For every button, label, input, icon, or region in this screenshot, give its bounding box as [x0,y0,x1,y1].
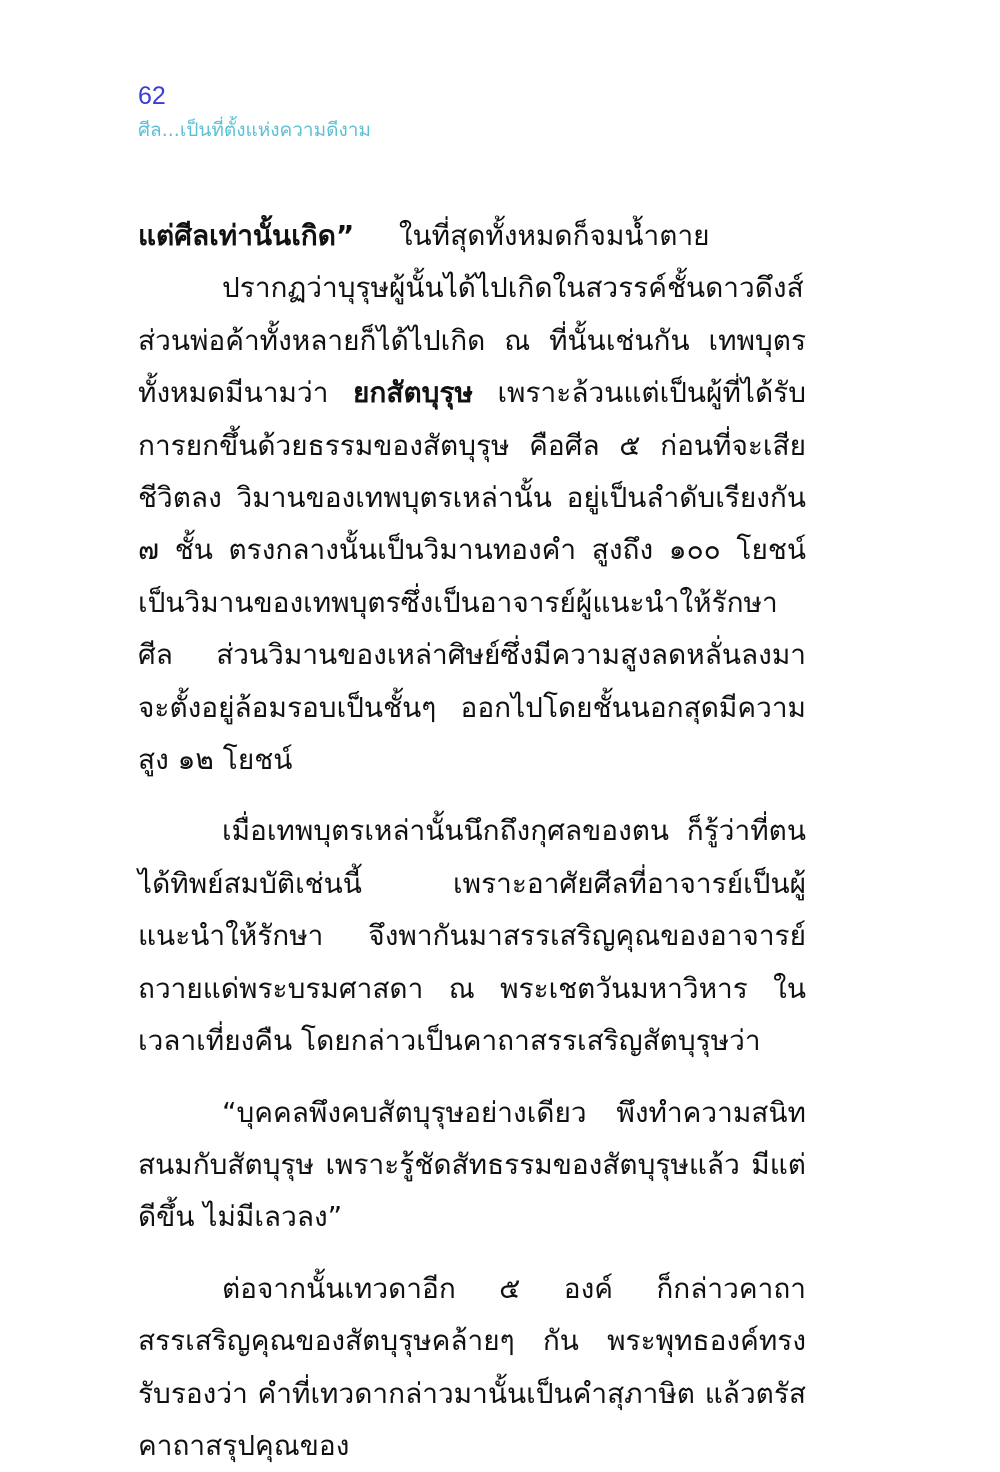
paragraph-verse-quote: “บุคคลพึงคบสัตบุรุษอย่างเดียว พึงทำความสนิทสนมกับสัตบุรุษ เพราะรู้ชัดสัทธรรมของสัตบุรุษแล้ว มีแต่ดีขึ้น ไม่มีเลวลง” [138,1095,806,1234]
paragraph-text: เพราะล้วนแต่เป็นผู้ที่ได้รับการยกขึ้นด้วยธรรมของสัตบุรุษ คือศีล ๕ ก่อนที่จะเสียชีวิตลง วิมานของเทพบุตรเหล่านั้น อยู่เป็นลำดับเรียงกัน ๗ ชั้น ตรงกลางนั้นเป็นวิมานทองคำ สูงถึง ๑๐๐ โยชน์ เป็นวิมานของเทพบุตรซึ่งเป็นอาจารย์ผู้แนะนำให้รักษาศีล ส่วนวิมานของเหล่าศิษย์ซึ่งมีความสูงลดหลั่นลงมา จะตั้งอยู่ล้อมรอบเป็นชั้นๆ ออกไปโดยชั้นนอกสุดมีความสูง ๑๒ โยชน์ [138,376,806,777]
paragraph-praise: เมื่อเทพบุตรเหล่านั้นนึกถึงกุศลของตน ก็รู้ว่าที่ตนได้ทิพย์สมบัติเช่นนี้ เพราะอาศัยศีลที่อาจารย์เป็นผู้แนะนำให้รักษา จึงพากันมาสรรเสริญคุณของอาจารย์ถวายแด่พระบรมศาสดา ณ พระเชตวันมหาวิหาร ในเวลาเที่ยงคืน โดยกล่าวเป็นคาถาสรรเสริญสัตบุรุษว่า [138,814,806,1058]
paragraph-five-devas: ต่อจากนั้นเทวดาอีก ๕ องค์ ก็กล่าวคาถาสรรเสริญคุณของสัตบุรุษคล้ายๆ กัน พระพุทธองค์ทรงรับรองว่า คำที่เทวดากล่าวมานั้นเป็นคำสุภาษิต แล้วตรัสคาถาสรุปคุณของ [138,1271,806,1462]
paragraph-gap [138,1068,806,1087]
paragraph-text: ในที่สุดทั้งหมดก็จมน้ำตาย [398,219,710,252]
paragraph-heaven-rebirth [138,262,806,786]
bold-phrase: แต่ศีลเท่านั้นเกิด” [138,219,355,252]
paragraph-gap [138,1244,806,1263]
running-title: ศีล...เป็นที่ตั้งแห่งความดีงาม [138,119,371,141]
page-number: 62 [138,82,166,110]
page-body [138,210,806,1472]
paragraph-continuation [138,210,806,262]
paragraph-gap [138,786,806,805]
page-header [138,80,371,144]
bold-term: ยกสัตบุรุษ [353,376,473,410]
paragraph-text: ปรากฏว่าบุรุษผู้นั้นได้ไปเกิดในสวรรค์ชั้นดาวดึงส์ ส่วนพ่อค้าทั้งหลายก็ได้ไปเกิด ณ ที่นั้นเช่นกัน เทพบุตรทั้งหมดมีนามว่า [138,271,806,410]
